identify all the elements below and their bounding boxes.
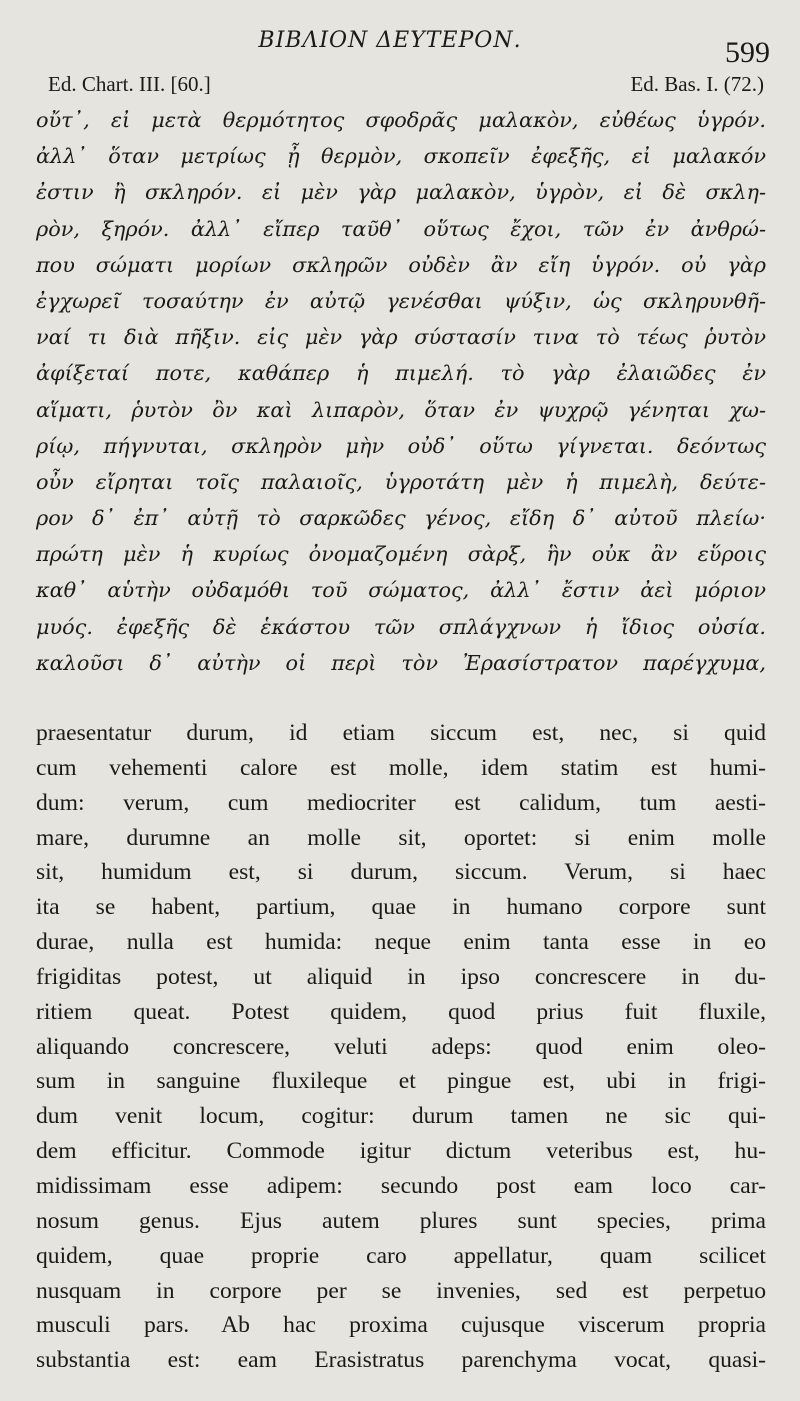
latin-line: dem efficitur. Commode igitur dictum veteribus est, hu- xyxy=(36,1138,766,1165)
edition-chartier-reference: Ed. Chart. III. [60.] xyxy=(48,72,211,96)
greek-text xyxy=(36,102,766,681)
latin-text xyxy=(36,716,766,1378)
latin-line: mare, durumne an molle sit, oportet: si enim molle xyxy=(36,824,766,851)
latin-line: praesentatur durum, id etiam siccum est, nec, si quid xyxy=(36,720,766,746)
latin-line: ita se habent, partium, quae in humano corpore sunt xyxy=(36,894,766,921)
latin-line: sit, humidum est, si durum, siccum. Verum, si haec xyxy=(36,859,766,886)
greek-line: ἀλλ᾽ ὅταν μετρίως ᾖ θερμὸν, σκοπεῖν ἐφεξῆς, εἰ μαλακόν xyxy=(36,144,766,169)
greek-line: ρὸν, ξηρόν. ἀλλ᾽ εἴπερ ταῦθ᾽ οὕτως ἔχοι, τῶν ἐν ἀνθρώ- xyxy=(36,216,766,241)
edition-references xyxy=(48,72,764,102)
latin-line: musculi pars. Ab hac proxima cujusque viscerum propria xyxy=(36,1312,766,1339)
greek-line: μυός. ἐφεξῆς δὲ ἑκάστου τῶν σπλάγχνων ἡ ἴδιος οὐσία. xyxy=(36,614,766,639)
latin-line: dum venit locum, cogitur: durum tamen ne sic qui- xyxy=(36,1103,766,1130)
edition-basel-reference: Ed. Bas. I. (72.) xyxy=(630,72,764,96)
latin-line: midissimam esse adipem: secundo post eam loco car- xyxy=(36,1172,766,1199)
latin-line: durae, nulla est humida: neque enim tanta esse in eo xyxy=(36,929,766,956)
latin-line: dum: verum, cum mediocriter est calidum, tum aesti- xyxy=(36,789,766,816)
greek-line: ἐστιν ἢ σκληρόν. εἰ μὲν γὰρ μαλακὸν, ὑγρὸν, εἰ δὲ σκλη- xyxy=(36,180,766,205)
latin-line: nusquam in corpore per se invenies, sed est perpetuo xyxy=(36,1277,766,1304)
page-number: 599 xyxy=(725,36,770,69)
greek-line: ρον δ᾽ ἐπ᾽ αὐτῇ τὸ σαρκῶδες γένος, εἴδη δ᾽ αὐτοῦ πλείω· xyxy=(36,506,766,531)
running-title: ΒΙΒΛΙΟΝ ΔΕΥΤΕΡΟΝ. xyxy=(258,28,522,53)
greek-line: ἀφίξεταί ποτε, καθάπερ ἡ πιμελή. τὸ γὰρ ἐλαιῶδες ἐν xyxy=(36,361,766,386)
greek-line: οὔτ᾽, εἰ μετὰ θερμότητος σφοδρᾶς μαλακὸν, εὐθέως ὑγρόν. xyxy=(36,108,766,132)
latin-line: sum in sanguine fluxileque et pingue est, ubi in frigi- xyxy=(36,1068,766,1095)
greek-line: οὖν εἴρηται τοῖς παλαιοῖς, ὑγροτάτη μὲν ἡ πιμελὴ, δεύτε- xyxy=(36,469,766,494)
latin-line: cum vehementi calore est molle, idem statim est humi- xyxy=(36,754,766,781)
latin-line: substantia est: eam Erasistratus parenchyma vocat, quasi- xyxy=(36,1347,766,1374)
latin-line: quidem, quae proprie caro appellatur, quam scilicet xyxy=(36,1242,766,1269)
greek-line: ναί τι διὰ πῆξιν. εἰς μὲν γὰρ σύστασίν τινα τὸ τέως ῥυτὸν xyxy=(36,325,766,350)
greek-line: που σώματι μορίων σκληρῶν οὐδὲν ἂν εἴη ὑγρόν. οὐ γὰρ xyxy=(36,252,766,277)
greek-line: αἵματι, ῥυτὸν ὂν καὶ λιπαρὸν, ὅταν ἐν ψυχρῷ γένηται χω- xyxy=(36,397,766,422)
greek-line: πρώτη μὲν ἡ κυρίως ὀνομαζομένη σὰρξ, ἣν οὐκ ἂν εὕροις xyxy=(36,542,766,567)
greek-line: ρίῳ, πήγνυται, σκληρὸν μὴν οὐδ᾽ οὕτω γίγνεται. δεόντως xyxy=(36,433,766,458)
latin-line: ritiem queat. Potest quidem, quod prius fuit fluxile, xyxy=(36,998,766,1025)
latin-line: aliquando concrescere, veluti adeps: quod enim oleo- xyxy=(36,1033,766,1060)
greek-line: ἐγχωρεῖ τοσαύτην ἐν αὐτῷ γενέσθαι ψύξιν, ὡς σκληρυνθῆ- xyxy=(36,288,766,313)
greek-line: καθ᾽ αὑτὴν οὐδαμόθι τοῦ σώματος, ἀλλ᾽ ἔστιν ἀεὶ μόριον xyxy=(36,578,766,603)
greek-line: καλοῦσι δ᾽ αὐτὴν οἱ περὶ τὸν Ἐρασίστρατον παρέγχυμα, xyxy=(36,650,766,675)
latin-line: nosum genus. Ejus autem plures sunt species, prima xyxy=(36,1207,766,1234)
latin-line: frigiditas potest, ut aliquid in ipso concrescere in du- xyxy=(36,963,766,990)
